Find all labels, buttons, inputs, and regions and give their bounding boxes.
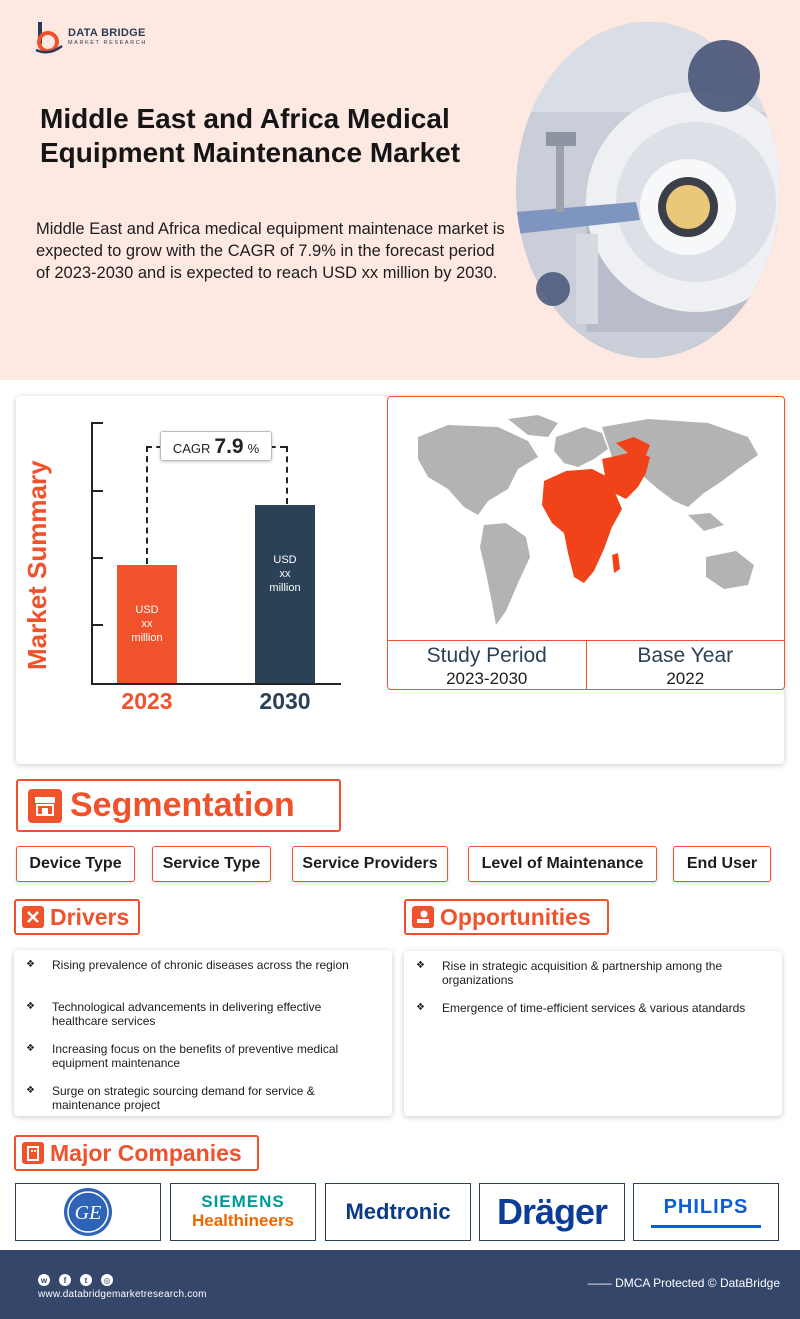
opportunities-list	[404, 951, 782, 1116]
segmentation-header	[16, 779, 341, 832]
driver-text: Surge on strategic sourcing demand for service & maintenance project	[52, 1084, 315, 1112]
opportunities-header	[404, 899, 609, 935]
bar-2030-value-line1: USD	[273, 554, 297, 566]
drager-logo-text: Dräger	[496, 1191, 608, 1232]
brand-name: DATA BRIDGE	[68, 26, 146, 39]
base-year-title: Base Year	[637, 644, 734, 667]
medtronic-logo-text: Medtronic	[345, 1199, 451, 1224]
decorative-dot-small	[536, 272, 570, 306]
cagr-badge	[160, 431, 272, 461]
chart-tick	[91, 624, 103, 626]
study-period-value: 2023-2030	[446, 669, 528, 688]
bar-2023-value-line2: xx	[141, 618, 153, 630]
map-australia	[706, 551, 754, 589]
chart-y-axis	[91, 422, 93, 684]
segment-chip-service-providers[interactable]: Service Providers	[292, 846, 448, 882]
segment-chip-end-user[interactable]: End User	[673, 846, 771, 882]
decorative-dot-large	[688, 40, 760, 112]
list-item	[416, 959, 766, 987]
driver-text: Technological advancements in delivering effective healthcare services	[52, 1000, 322, 1028]
databridge-logo-icon	[34, 20, 64, 54]
chart-tick	[91, 490, 103, 492]
list-item	[26, 1000, 366, 1028]
cagr-unit: %	[247, 441, 260, 456]
base-year	[586, 641, 785, 690]
twitter-icon[interactable]: t	[80, 1274, 92, 1286]
diamond-bullet-icon: ❖	[26, 959, 35, 970]
bar-2030-value-line3: million	[269, 582, 301, 594]
company-logo-medtronic[interactable]	[325, 1183, 471, 1241]
map-south-america	[480, 523, 530, 625]
map-southeast-asia	[688, 513, 724, 531]
market-summary-label: Market Summary	[22, 460, 52, 670]
company-logo-philips[interactable]	[633, 1183, 779, 1241]
drivers-header	[14, 899, 140, 935]
healthineers-logo-text: Healthineers	[191, 1211, 295, 1230]
driver-text: Increasing focus on the benefits of preventive medical equipment maintenance	[52, 1042, 339, 1070]
company-logo-drager[interactable]	[479, 1183, 625, 1241]
chart-tick	[91, 557, 103, 559]
map-madagascar	[612, 553, 620, 573]
bar-2023-value-line3: million	[131, 632, 163, 644]
ge-logo-icon	[62, 1186, 114, 1238]
siemens-logo-text: SIEMENS	[201, 1192, 285, 1211]
bar-2023	[117, 565, 177, 683]
company-logo-siemens[interactable]	[170, 1183, 316, 1241]
list-item	[416, 1001, 766, 1015]
diamond-bullet-icon: ❖	[416, 1002, 425, 1013]
segment-chip-level-of-maintenance[interactable]: Level of Maintenance	[468, 846, 657, 882]
whatsapp-icon[interactable]: w	[38, 1274, 50, 1286]
page-title: Middle East and Africa Medical Equipment Maintenance Market	[40, 103, 461, 168]
cagr-connector-right	[286, 446, 288, 504]
storefront-icon	[28, 789, 62, 823]
list-item	[26, 1042, 366, 1070]
diamond-bullet-icon: ❖	[416, 960, 425, 971]
tools-icon	[22, 906, 44, 928]
opportunities-title: Opportunities	[440, 903, 591, 930]
facebook-icon[interactable]: f	[59, 1274, 71, 1286]
hand-coin-icon	[412, 906, 434, 928]
bar-2023-value-line1: USD	[135, 604, 159, 616]
study-period-title: Study Period	[426, 644, 547, 667]
driver-text: Rising prevalence of chronic diseases across the region	[52, 958, 349, 972]
list-item	[26, 958, 366, 972]
chart-tick	[91, 422, 103, 424]
diamond-bullet-icon: ❖	[26, 1085, 35, 1096]
list-item	[26, 1084, 366, 1112]
study-period	[388, 641, 586, 690]
map-africa	[542, 469, 622, 583]
drivers-list	[14, 950, 392, 1116]
dmca-text: DMCA Protected © DataBridge	[615, 1276, 780, 1290]
map-greenland	[508, 415, 558, 437]
bar-2030-value-line2: xx	[279, 568, 291, 580]
opportunity-text: Emergence of time-efficient services & various atandards	[442, 1001, 746, 1015]
cagr-value: 7.9	[214, 435, 244, 458]
major-companies-header	[14, 1135, 259, 1171]
building-icon	[22, 1142, 44, 1164]
chart-x-axis	[91, 683, 341, 685]
brand-logo[interactable]	[34, 20, 147, 54]
world-map-panel	[387, 396, 785, 690]
segment-chip-device-type[interactable]: Device Type	[16, 846, 135, 882]
dmca-notice: —— DMCA Protected © DataBridge	[587, 1276, 780, 1290]
philips-underline	[651, 1225, 761, 1228]
base-year-value: 2022	[666, 669, 705, 688]
diamond-bullet-icon: ❖	[26, 1001, 35, 1012]
hero-description: Middle East and Africa medical equipment maintenace market is expected to grow with the CAGR of 7.9% in the forecast period of 2023-2030 and is expected to reach USD xx million by 2030.	[36, 220, 505, 282]
instagram-icon[interactable]: ◎	[101, 1274, 113, 1286]
company-logo-ge[interactable]	[15, 1183, 161, 1241]
website-link[interactable]: www.databridgemarketresearch.com	[38, 1289, 207, 1300]
social-links	[38, 1274, 113, 1286]
brand-sub: MARKET RESEARCH	[68, 39, 147, 46]
cagr-label: CAGR	[172, 441, 211, 456]
segment-chip-service-type[interactable]: Service Type	[152, 846, 271, 882]
map-north-america	[418, 425, 538, 515]
map-europe	[554, 427, 608, 467]
world-map	[388, 397, 784, 640]
opportunity-text: Rise in strategic acquisition & partnership among the organizations	[442, 959, 723, 987]
period-row	[388, 640, 784, 690]
bar-2030	[255, 505, 315, 683]
philips-logo-text: PHILIPS	[663, 1196, 749, 1218]
bar-label-2030: 2030	[259, 688, 311, 714]
segmentation-title: Segmentation	[70, 786, 295, 824]
bar-label-2023: 2023	[121, 688, 173, 714]
ge-logo-text: GE	[74, 1202, 102, 1224]
cagr-connector-left	[146, 446, 148, 564]
drivers-title: Drivers	[50, 903, 130, 930]
major-companies-title: Major Companies	[50, 1139, 242, 1166]
diamond-bullet-icon: ❖	[26, 1043, 35, 1054]
